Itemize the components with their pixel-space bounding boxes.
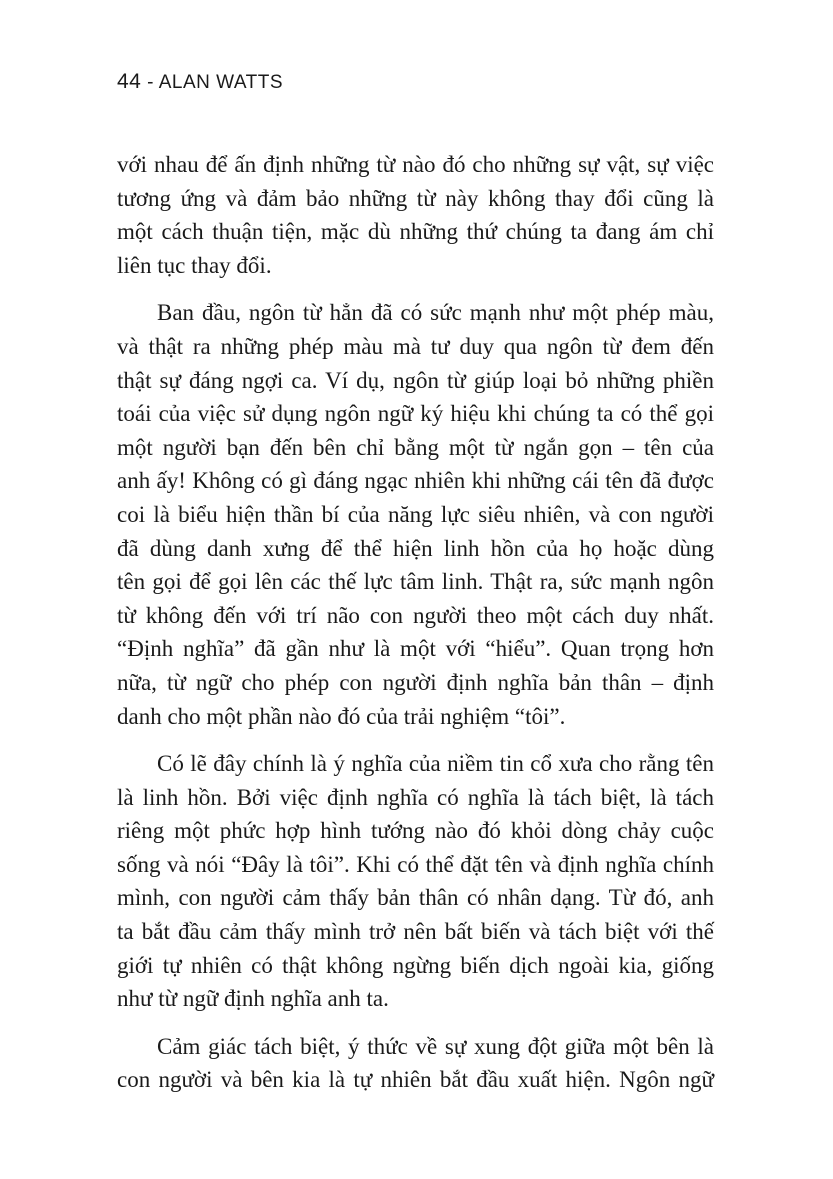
text-line: liên tục thay đổi. bbox=[117, 252, 272, 278]
text-line: từ không đến với trí não con người theo một cách duy nhất. bbox=[117, 602, 714, 628]
text-line: thật sự đáng ngợi ca. Ví dụ, ngôn từ giúp loại bỏ những phiền bbox=[117, 367, 714, 393]
text-line: danh cho một phần nào đó của trải nghiệm “tôi”. bbox=[117, 703, 566, 729]
text-line: Ban đầu, ngôn từ hẳn đã có sức mạnh như một phép màu, bbox=[157, 300, 714, 326]
text-line: tương ứng và đảm bảo những từ này không thay đổi cũng là bbox=[117, 185, 714, 211]
text-line: coi là biểu hiện thần bí của năng lực siêu nhiên, và con người bbox=[117, 501, 714, 527]
text-line: anh ấy! Không có gì đáng ngạc nhiên khi những cái tên đã được bbox=[117, 468, 714, 494]
text-line: đã dùng danh xưng để thể hiện linh hồn của họ hoặc dùng bbox=[117, 535, 714, 561]
running-header bbox=[117, 70, 283, 94]
text-line: với nhau để ấn định những từ nào đó cho những sự vật, sự việc bbox=[117, 152, 714, 177]
text-line: Cảm giác tách biệt, ý thức về sự xung đột giữa một bên là bbox=[157, 1033, 714, 1059]
page-number: 44 bbox=[117, 70, 142, 93]
paragraph-2 bbox=[117, 296, 714, 733]
text-line: nữa, từ ngữ cho phép con người định nghĩa bản thân – định bbox=[117, 669, 714, 695]
text-line: và thật ra những phép màu mà tư duy qua ngôn từ đem đến bbox=[117, 333, 714, 359]
text-line: “Định nghĩa” đã gần như là một với “hiểu”. Quan trọng hơn bbox=[117, 636, 714, 662]
paragraph-4 bbox=[117, 1030, 714, 1097]
body-text bbox=[117, 148, 714, 1111]
paragraph-3 bbox=[117, 747, 714, 1016]
text-line: sống và nói “Đây là tôi”. Khi có thể đặt tên và định nghĩa chính bbox=[117, 851, 714, 877]
text-line: ta bắt đầu cảm thấy mình trở nên bất biến và tách biệt với thế bbox=[117, 919, 714, 945]
text-line: một người bạn đến bên chỉ bằng một từ ngắn gọn – tên của bbox=[117, 434, 714, 460]
text-line: toái của việc sử dụng ngôn ngữ ký hiệu khi chúng ta có thể gọi bbox=[117, 401, 714, 427]
text-line: riêng một phức hợp hình tướng nào đó khỏi dòng chảy cuộc bbox=[117, 818, 714, 844]
header-separator: - bbox=[147, 72, 154, 93]
paragraph-1 bbox=[117, 148, 714, 282]
text-line: mình, con người cảm thấy bản thân có nhân dạng. Từ đó, anh bbox=[117, 885, 714, 911]
text-line: tên gọi để gọi lên các thế lực tâm linh. Thật ra, sức mạnh ngôn bbox=[117, 569, 714, 595]
text-line: một cách thuận tiện, mặc dù những thứ chúng ta đang ám chỉ bbox=[117, 219, 714, 245]
text-line: giới tự nhiên có thật không ngừng biến dịch ngoài kia, giống bbox=[117, 952, 714, 978]
text-line: như từ ngữ định nghĩa anh ta. bbox=[117, 986, 389, 1012]
text-line: là linh hồn. Bởi việc định nghĩa có nghĩa là tách biệt, là tách bbox=[117, 784, 714, 810]
text-line: con người và bên kia là tự nhiên bắt đầu xuất hiện. Ngôn ngữ bbox=[117, 1067, 714, 1093]
author-name: ALAN WATTS bbox=[158, 72, 283, 93]
text-line: Có lẽ đây chính là ý nghĩa của niềm tin cổ xưa cho rằng tên bbox=[157, 751, 714, 777]
